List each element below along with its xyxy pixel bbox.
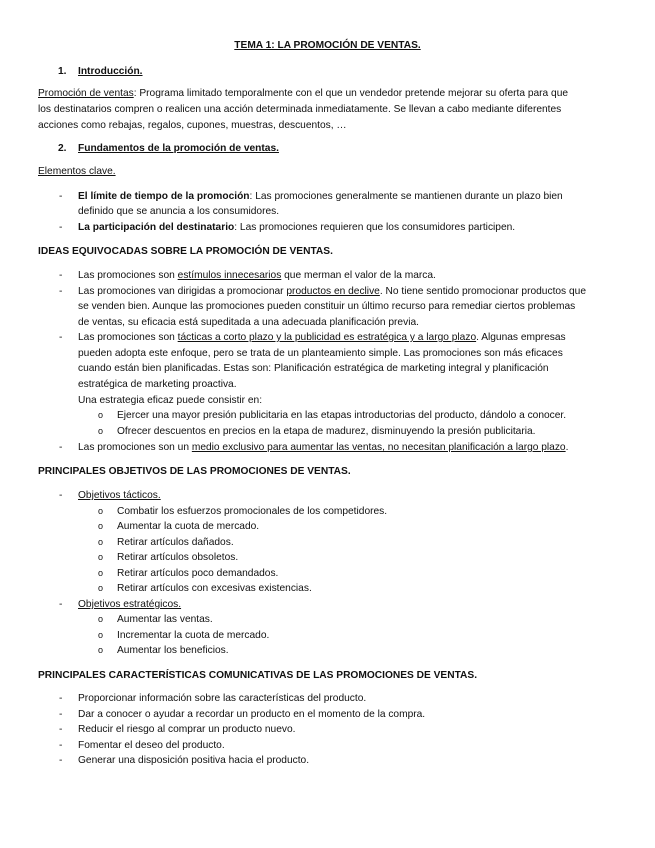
idea-4 bbox=[78, 442, 568, 453]
section-title-fundamentos: Fundamentos de la promoción de ventas. bbox=[78, 143, 279, 154]
bullet-circle: o bbox=[98, 583, 104, 593]
idea-2 bbox=[78, 286, 586, 297]
characteristic-item: Fomentar el deseo del producto. bbox=[78, 740, 225, 751]
idea-4-b: . bbox=[565, 442, 569, 453]
idea-3 bbox=[78, 332, 566, 343]
tactical-objectives-label: Objetivos tácticos. bbox=[78, 490, 161, 501]
idea-1-b: que merman el valor de la marca. bbox=[281, 270, 436, 281]
strategic-item: Aumentar los beneficios. bbox=[117, 645, 229, 656]
characteristics-heading: PRINCIPALES CARACTERÍSTICAS COMUNICATIVAS DE LAS PROMOCIONES DE VENTAS. bbox=[38, 670, 478, 681]
section-number: 1. bbox=[58, 66, 67, 77]
idea-3-line-2: pueden adopta este enfoque, pero se trata de un planteamiento simple. Las promociones son más eficaces bbox=[78, 348, 563, 359]
bullet-dash: - bbox=[59, 442, 63, 453]
idea-2-b: . No tiene sentido promocionar productos que bbox=[379, 286, 586, 297]
idea-2-a: Las promociones van dirigidas a promocionar bbox=[78, 286, 287, 297]
strategy-2: Ofrecer descuentos en precios en la etapa de madurez, disminuyendo la presión publicitaria. bbox=[117, 426, 536, 437]
bullet-dash: - bbox=[59, 191, 63, 202]
intro-line-2: los destinatarios compren o realicen una acción determinada inmediatamente. Se llevan a cabo mediante diferentes bbox=[38, 104, 562, 115]
idea-2-line-3: de ventas, su eficacia está supeditada a una adecuada planificación previa. bbox=[78, 317, 419, 328]
strategic-item: Aumentar las ventas. bbox=[117, 614, 213, 625]
bullet-circle: o bbox=[98, 568, 104, 578]
idea-1-a: Las promociones son bbox=[78, 270, 178, 281]
tactical-item: Aumentar la cuota de mercado. bbox=[117, 521, 260, 532]
idea-3-b: . Algunas empresas bbox=[476, 332, 566, 343]
bullet-dash: - bbox=[59, 693, 63, 704]
element-1-bold: El límite de tiempo de la promoción bbox=[78, 191, 250, 202]
bullet-dash: - bbox=[59, 490, 63, 501]
intro-line-1 bbox=[38, 88, 568, 99]
bullet-circle: o bbox=[98, 552, 104, 562]
element-2-bold: La participación del destinatario bbox=[78, 222, 235, 233]
strategy-1: Ejercer una mayor presión publicitaria en las etapas introductorias del producto, dándolo a conocer. bbox=[117, 410, 567, 421]
bullet-circle: o bbox=[98, 614, 104, 624]
ideas-heading: IDEAS EQUIVOCADAS SOBRE LA PROMOCIÓN DE VENTAS. bbox=[38, 246, 333, 257]
bullet-dash: - bbox=[59, 222, 63, 233]
bullet-circle: o bbox=[98, 426, 104, 436]
bullet-dash: - bbox=[59, 709, 63, 720]
bullet-dash: - bbox=[59, 599, 63, 610]
tactical-item: Retirar artículos con excesivas existencias. bbox=[117, 583, 312, 594]
element-1-line-2: definido que se anuncia a los consumidores. bbox=[78, 206, 280, 217]
bullet-dash: - bbox=[59, 740, 63, 751]
tactical-item: Retirar artículos dañados. bbox=[117, 537, 234, 548]
idea-2-line-2: se venden bien. Aunque las promociones pueden constituir un último recurso para remediar ciertos problemas bbox=[78, 301, 576, 312]
tactical-item: Combatir los esfuerzos promocionales de los competidores. bbox=[117, 506, 388, 517]
characteristic-item: Generar una disposición positiva hacia el producto. bbox=[78, 755, 310, 766]
bullet-circle: o bbox=[98, 521, 104, 531]
characteristic-item: Reducir el riesgo al comprar un producto nuevo. bbox=[78, 724, 296, 735]
objectives-heading: PRINCIPALES OBJETIVOS DE LAS PROMOCIONES DE VENTAS. bbox=[38, 466, 351, 477]
bullet-circle: o bbox=[98, 645, 104, 655]
intro-text: : Programa limitado temporalmente con el que un vendedor pretende mejorar su oferta para que bbox=[133, 88, 569, 99]
element-1 bbox=[78, 191, 563, 202]
bullet-dash: - bbox=[59, 332, 63, 343]
bullet-dash: - bbox=[59, 724, 63, 735]
idea-1-underline: estímulos innecesarios bbox=[177, 270, 282, 281]
elements-label: Elementos clave. bbox=[38, 166, 116, 177]
bullet-dash: - bbox=[59, 270, 63, 281]
bullet-circle: o bbox=[98, 537, 104, 547]
element-2 bbox=[78, 222, 515, 233]
element-2-text: : Las promociones requieren que los consumidores participen. bbox=[234, 222, 516, 233]
section-number: 2. bbox=[58, 143, 67, 154]
intro-term: Promoción de ventas bbox=[38, 88, 134, 99]
idea-4-a: Las promociones son un bbox=[78, 442, 192, 453]
characteristic-item: Dar a conocer o ayudar a recordar un producto en el momento de la compra. bbox=[78, 709, 426, 720]
tactical-item: Retirar artículos poco demandados. bbox=[117, 568, 279, 579]
idea-1 bbox=[78, 270, 436, 281]
idea-2-underline: productos en declive bbox=[286, 286, 380, 297]
page-title: TEMA 1: LA PROMOCIÓN DE VENTAS. bbox=[234, 40, 421, 51]
bullet-circle: o bbox=[98, 630, 104, 640]
strategic-objectives-label: Objetivos estratégicos. bbox=[78, 599, 182, 610]
bullet-dash: - bbox=[59, 755, 63, 766]
section-title-intro: Introducción. bbox=[78, 66, 143, 77]
idea-3-underline: tácticas a corto plazo y la publicidad es estratégica y a largo plazo bbox=[177, 332, 477, 343]
bullet-circle: o bbox=[98, 410, 104, 420]
element-1-text: : Las promociones generalmente se mantienen durante un plazo bien bbox=[249, 191, 563, 202]
characteristic-item: Proporcionar información sobre las características del producto. bbox=[78, 693, 367, 704]
strategic-item: Incrementar la cuota de mercado. bbox=[117, 630, 270, 641]
bullet-circle: o bbox=[98, 506, 104, 516]
tactical-item: Retirar artículos obsoletos. bbox=[117, 552, 239, 563]
idea-3-line-5: Una estrategia eficaz puede consistir en: bbox=[78, 395, 263, 406]
bullet-dash: - bbox=[59, 286, 63, 297]
intro-line-3: acciones como rebajas, regalos, cupones, muestras, descuentos, … bbox=[38, 120, 347, 131]
idea-4-underline: medio exclusivo para aumentar las ventas, no necesitan planificación a largo plazo bbox=[191, 442, 566, 453]
idea-3-a: Las promociones son bbox=[78, 332, 178, 343]
idea-3-line-3: cuando están bien planificadas. Estas son: Planificación estratégica de marketing integral y planificación bbox=[78, 363, 549, 374]
idea-3-line-4: estratégica de marketing proactiva. bbox=[78, 379, 237, 390]
